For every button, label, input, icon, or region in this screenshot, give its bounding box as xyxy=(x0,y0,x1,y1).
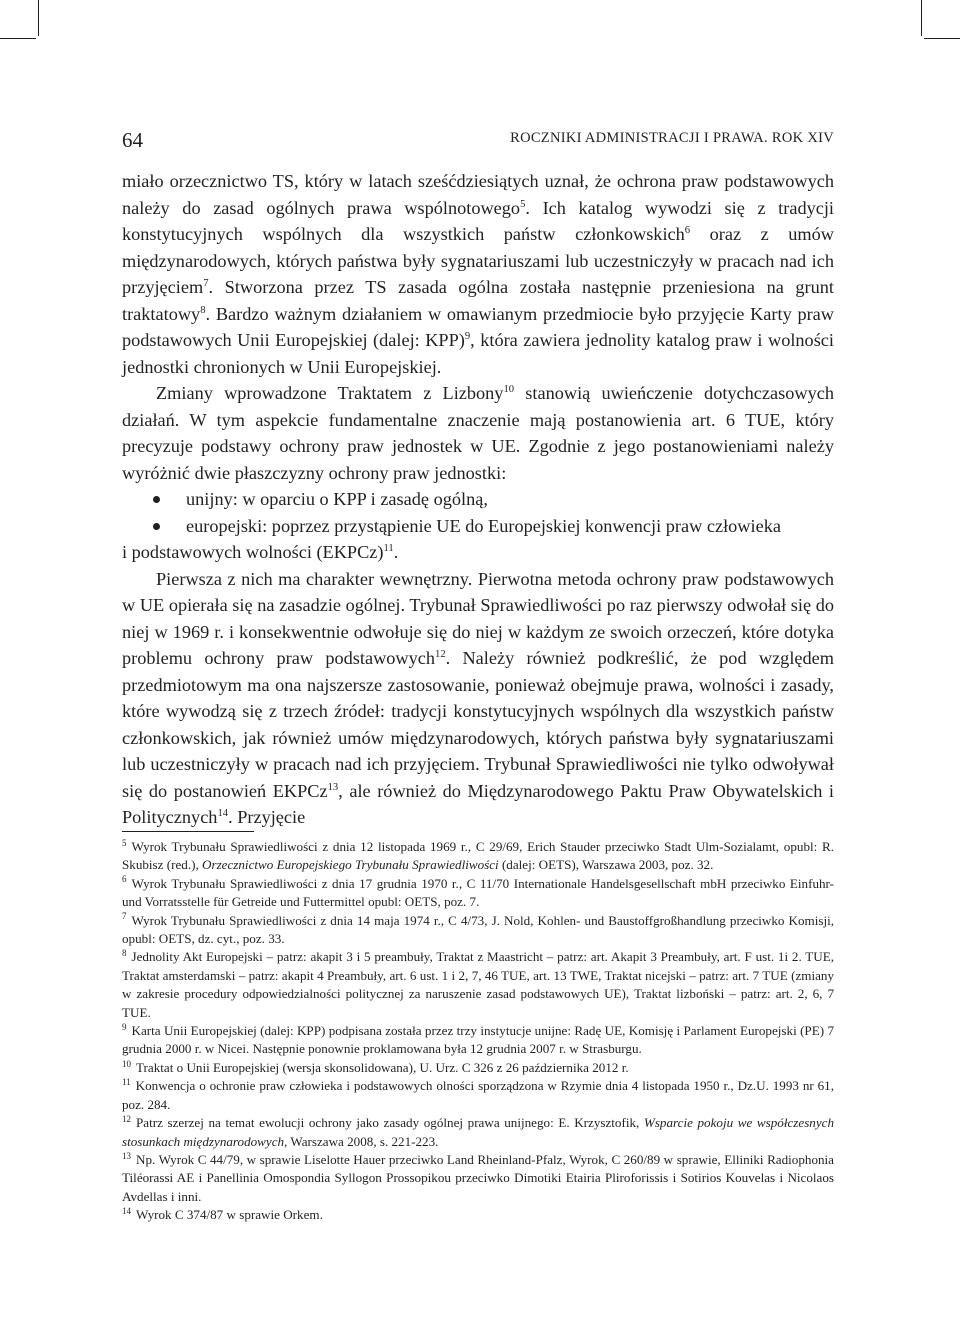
text-span: . Stworzona przez TS zasada ogólna została następnie przeniesiona na grunt traktatowy xyxy=(122,277,834,324)
text-span: . Bardzo ważnym działaniem w omawianym przedmiocie było przyjęcie Karty praw podstawowych Unii Europejskiej (dalej: KPP) xyxy=(122,303,834,350)
footnote-number: 13 xyxy=(122,1150,131,1161)
footnote-14 xyxy=(122,1206,834,1224)
footnote-number: 14 xyxy=(122,1205,131,1216)
text-span: miało orzecznictwo TS, który w latach sześćdziesiątych uznał, że ochrona praw podstawowych należy do zasad ogólnych prawa wspólnotowego xyxy=(122,171,834,218)
footnote-text: Traktat o Unii Europejskiej (wersja skonsolidowana), U. Urz. C 326 z 26 października 2012 r. xyxy=(136,1059,629,1075)
footnote-13 xyxy=(122,1151,834,1206)
paragraph-1 xyxy=(122,168,834,380)
list-item: unijny: w oparciu o KPP i zasadę ogólną, xyxy=(122,486,834,513)
text-span: oraz z umów międzynarodowych, których państwa były sygnatariuszami lub uczestniczyły w pracach nad ich przyjęciem xyxy=(122,224,834,297)
footnote-number: 11 xyxy=(122,1076,131,1087)
main-text xyxy=(122,168,834,831)
footnote-italic-title: Wsparcie pokoju we współczesnych stosunkach międzynarodowych xyxy=(122,1115,835,1149)
footnote-text: Konwencja o ochronie praw człowieka i podstawowych olności sporządzona w Rzymie dnia 4 listopada 1950 r., Dz.U. 1993 nr 61, poz. 284. xyxy=(122,1078,834,1112)
running-head: ROCZNIKI ADMINISTRACJI I PRAWA. ROK XIV xyxy=(510,130,834,146)
footnote-text: (dalej: OETS), Warszawa 2003, poz. 32. xyxy=(498,857,714,873)
text-span: Pierwsza z nich ma charakter wewnętrzny. Pierwotna metoda ochrony praw podstawowych w UE opierała się na zasadzie ogólnej. Trybunał Sprawiedliwości po raz pierwszy odwołał się do niej w 1969 r. i konsekwentnie odwołuje się do niej w każdym ze swoich orzeczeń, które dotyka problemu ochrony praw podstawowych xyxy=(122,568,834,668)
footnote-11 xyxy=(122,1077,834,1114)
footnote-text: Wyrok C 374/87 w sprawie Orkem. xyxy=(136,1207,323,1223)
footnote-ref: 7 xyxy=(203,277,209,289)
bullet-list xyxy=(122,486,834,539)
text-span: , która zawiera jednolity katalog praw i wolności jednostki chronionych w Unii Europejskiej. xyxy=(122,330,835,377)
text-span: i podstawowych wolności (EKPCz) xyxy=(122,542,384,562)
text-span: . Należy również podkreślić, że pod względem przedmiotowym ma ona najszersze zastosowanie, ponieważ obejmuje prawa, wolności i zasady, które wywodzą się z trzech źródeł: tradycji konstytucyjnych wspólnych dla wszystkich państw członkowskich, jak również umów międzynarodowych, których państwa były sygnatariuszami lub uczestniczyły w pracach nad ich przyjęciem. Trybunał Sprawiedliwości nie tylko odwoływał się do postanowień EKPCz xyxy=(122,648,834,801)
footnote-ref: 13 xyxy=(327,781,339,793)
text-span: . xyxy=(393,542,399,562)
footnote-number: 10 xyxy=(122,1058,131,1069)
page-header xyxy=(122,128,834,160)
page-number: 64 xyxy=(122,128,143,152)
footnote-text: Karta Unii Europejskiej (dalej: KPP) podpisana została przez trzy instytucje unijne: Radę UE, Komisję i Parlament Europejski (PE) 7 grudnia 2000 r. w Nicei. Następnie ponownie proklamowana była 12 grudnia 2007 r. w Strasburgu. xyxy=(122,1023,834,1057)
footnote-ref: 6 xyxy=(684,224,691,236)
footnote-number: 9 xyxy=(122,1021,127,1032)
footnote-text: Np. Wyrok C 44/79, w sprawie Liselotte Hauer przeciwko Land Rheinland-Pfalz, Wyrok, C 260/89 w sprawie, Elliniki Radiophonia Tiléorassi AE i Panellinia Omospondia Syllogon Prossopikou przeciwko Dimotiki Etairia Pliroforissis i Sotirios Kouvelas i Nicolaos Avdellas i inni. xyxy=(122,1151,834,1204)
list-item: europejski: poprzez przystąpienie UE do Europejskiej konwencji praw człowieka xyxy=(122,513,834,540)
footnote-number: 6 xyxy=(122,874,127,885)
crop-mark-top-right-h xyxy=(924,38,960,39)
text-span: . Ich katalog wywodzi się z tradycji konstytucyjnych wspólnych dla wszystkich państw członkowskich xyxy=(122,197,835,244)
text-span: . Przyjęcie xyxy=(228,807,306,827)
bullet-continuation xyxy=(122,539,834,566)
footnote-ref: 11 xyxy=(383,542,394,554)
footnote-ref: 8 xyxy=(200,304,206,316)
footnote-number: 8 xyxy=(122,948,127,959)
footnote-text: Wyrok Trybunału Sprawiedliwości z dnia 14 maja 1974 r., C 4/73, J. Nold, Kohlen- und Baustoffgroßhandlung przeciwko Komisji, opubl: OETS, dz. cyt., poz. 33. xyxy=(122,912,834,947)
footnote-number: 5 xyxy=(122,837,127,848)
text-span: Zmiany wprowadzone Traktatem z Lizbony xyxy=(156,383,504,403)
footnote-12 xyxy=(122,1114,834,1151)
crop-mark-top-left xyxy=(38,0,39,36)
footnote-7 xyxy=(122,912,834,949)
footnote-number: 7 xyxy=(122,911,127,922)
crop-mark-top-right xyxy=(921,0,922,36)
footnote-separator xyxy=(122,831,254,832)
footnote-ref: 9 xyxy=(464,330,471,342)
footnote-ref: 5 xyxy=(520,198,526,210)
paragraph-2 xyxy=(122,380,834,486)
footnote-ref: 12 xyxy=(435,648,446,660)
footnotes xyxy=(122,838,834,1225)
footnote-10 xyxy=(122,1059,834,1077)
footnote-5 xyxy=(122,838,834,875)
footnote-ref: 10 xyxy=(503,383,515,395)
footnote-8 xyxy=(122,948,834,1022)
footnote-6 xyxy=(122,875,834,912)
footnote-text: Jednolity Akt Europejski – patrz: akapit 3 i 5 preambuły, Traktat z Maastricht – patrz: art. Akapit 3 Preambuły, art. F ust. 1i 2. TUE, Traktat amsterdamski – patrz: akapit 4 Preambuły, art. 6 ust. 1 i 2, 7, 46 TUE, art. 13 TWE, Traktat nicejski – patrz: art. 7 TUE (zmiany w zakresie procedury odpowiedzialności politycznej za naruszenie zasad podstawowych UE), Traktat lizboński – patrz: art. 2, 6, 7 TUE. xyxy=(122,949,834,1020)
footnote-text: Wyrok Trybunału Sprawiedliwości z dnia 17 grudnia 1970 r., C 11/70 Internationale Handelsgesellschaft mbH przeciwko Einfuhr- und Vorratsstelle für Getreide und Futtermittel opubl: OETS, poz. 7. xyxy=(122,875,834,910)
crop-mark-top-left-h xyxy=(0,38,36,39)
text-span: , ale również do Międzynarodowego Paktu Praw Obywatelskich i Politycznych xyxy=(122,780,834,827)
text-span: stanowią uwieńczenie dotychczasowych działań. W tym aspekcie fundamentalne znaczenie mają postanowienia art. 6 TUE, który precyzuje podstawy ochrony praw jednostek w UE. Zgodnie z jego postanowieniami należy wyróżnić dwie płaszczyzny ochrony praw jednostki: xyxy=(122,383,835,483)
footnote-ref: 14 xyxy=(217,807,229,819)
footnote-text: , Warszawa 2008, s. 221-223. xyxy=(284,1133,439,1149)
paragraph-3 xyxy=(122,566,834,831)
footnote-text: Wyrok Trybunału Sprawiedliwości z dnia 12 listopada 1969 r., C 29/69, Erich Stauder przeciwko Stadt Ulm-Sozialamt, opubl: R. Skubisz (red.), xyxy=(122,839,834,873)
footnote-italic-title: Orzecznictwo Europejskiego Trybunału Sprawiedliwości xyxy=(202,857,499,873)
footnote-9 xyxy=(122,1022,834,1059)
footnote-number: 12 xyxy=(122,1113,131,1124)
footnote-text: Patrz szerzej na temat ewolucji ochrony jako zasady ogólnej prawa unijnego: E. Krzysztofik, xyxy=(136,1115,644,1131)
